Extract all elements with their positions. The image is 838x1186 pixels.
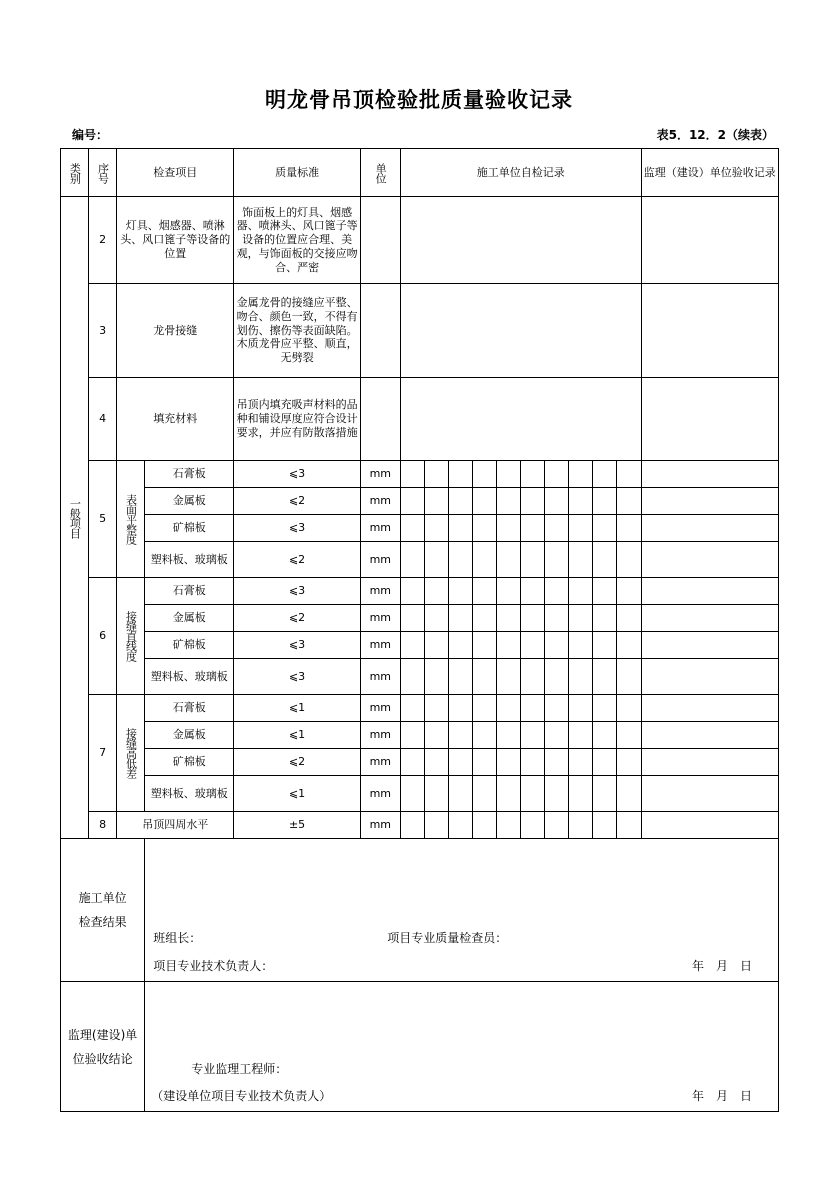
- record-cell[interactable]: [424, 578, 448, 605]
- tech-lead-label: 项目专业技术负责人：: [153, 959, 274, 973]
- tolerance-value: ⩽2: [234, 542, 360, 578]
- sub-item: 矿棉板: [145, 632, 234, 659]
- record-cell[interactable]: [448, 722, 472, 749]
- header-category: 类别: [61, 149, 89, 197]
- record-cell[interactable]: [448, 578, 472, 605]
- tolerance-row: [61, 659, 779, 695]
- record-cell[interactable]: [617, 578, 641, 605]
- record-cell[interactable]: [473, 632, 497, 659]
- record-cell[interactable]: [400, 776, 424, 812]
- record-cell[interactable]: [593, 632, 617, 659]
- record-cell[interactable]: [617, 659, 641, 695]
- supervision-record[interactable]: [641, 749, 778, 776]
- row-seq: 2: [89, 197, 117, 284]
- record-cell[interactable]: [424, 695, 448, 722]
- record-cell[interactable]: [448, 749, 472, 776]
- tolerance-value: ⩽3: [234, 461, 360, 488]
- record-cell[interactable]: [569, 695, 593, 722]
- record-cell[interactable]: [448, 605, 472, 632]
- record-cell[interactable]: [424, 461, 448, 488]
- row-item: 填充材料: [117, 378, 234, 461]
- record-cell[interactable]: [473, 578, 497, 605]
- construction-result-label: [61, 839, 145, 982]
- record-cell[interactable]: [569, 578, 593, 605]
- record-cell[interactable]: [400, 812, 424, 839]
- owner-tech-lead-label: （建设单位项目专业技术负责人）: [151, 1089, 332, 1103]
- record-cell[interactable]: [617, 722, 641, 749]
- record-cell[interactable]: [473, 722, 497, 749]
- record-cell[interactable]: [497, 488, 521, 515]
- record-cell[interactable]: [448, 812, 472, 839]
- row-unit: [360, 197, 400, 284]
- header-self-check: 施工单位自检记录: [400, 149, 641, 197]
- record-cell[interactable]: [424, 776, 448, 812]
- record-cell[interactable]: [424, 515, 448, 542]
- record-cell[interactable]: [593, 605, 617, 632]
- record-cell[interactable]: [617, 812, 641, 839]
- sub-item: 矿棉板: [145, 515, 234, 542]
- record-cell[interactable]: [617, 695, 641, 722]
- tolerance-row: [61, 515, 779, 542]
- tolerance-row: [61, 695, 779, 722]
- record-cell[interactable]: [400, 632, 424, 659]
- header-unit: 单位: [360, 149, 400, 197]
- record-cell[interactable]: [545, 488, 569, 515]
- tolerance-row: [61, 488, 779, 515]
- sub-item: 塑料板、玻璃板: [145, 542, 234, 578]
- record-cell[interactable]: [545, 542, 569, 578]
- unit-value: mm: [360, 605, 400, 632]
- record-cell[interactable]: [569, 659, 593, 695]
- table-reference: 表5．12．2（续表）: [656, 128, 774, 142]
- tolerance-row: [61, 578, 779, 605]
- group-name: 接缝高低差: [117, 695, 145, 812]
- sub-item: 塑料板、玻璃板: [145, 659, 234, 695]
- record-cell[interactable]: [448, 632, 472, 659]
- record-cell[interactable]: [424, 812, 448, 839]
- record-cell[interactable]: [400, 659, 424, 695]
- record-cell[interactable]: [569, 722, 593, 749]
- sub-item: 金属板: [145, 722, 234, 749]
- record-cell[interactable]: [569, 749, 593, 776]
- record-cell[interactable]: [521, 542, 545, 578]
- tolerance-value: ⩽3: [234, 632, 360, 659]
- record-cell[interactable]: [521, 812, 545, 839]
- record-cell[interactable]: [424, 605, 448, 632]
- record-cell[interactable]: [473, 461, 497, 488]
- record-cell[interactable]: [569, 812, 593, 839]
- unit-value: mm: [360, 659, 400, 695]
- construction-label-line2: 检查结果: [78, 915, 127, 929]
- unit-value: mm: [360, 695, 400, 722]
- header-standard: 质量标准: [234, 149, 360, 197]
- record-cell[interactable]: [424, 722, 448, 749]
- unit-value: mm: [360, 632, 400, 659]
- tolerance-row: [61, 776, 779, 812]
- record-cell[interactable]: [521, 461, 545, 488]
- unit-value: mm: [360, 578, 400, 605]
- construction-label-line1: 施工单位: [78, 891, 127, 905]
- sub-item: 石膏板: [145, 695, 234, 722]
- tolerance-value: ⩽2: [234, 488, 360, 515]
- record-cell[interactable]: [400, 515, 424, 542]
- supervision-record[interactable]: [641, 632, 778, 659]
- row-standard: 吊顶内填充吸声材料的品种和铺设厚度应符合设计要求，并应有防散落措施: [234, 378, 360, 461]
- supervision-engineer-label: 专业监理工程师：: [191, 1062, 288, 1076]
- supervision-record[interactable]: [641, 378, 778, 461]
- sub-item: 金属板: [145, 605, 234, 632]
- record-cell[interactable]: [424, 542, 448, 578]
- group-seq: 5: [89, 461, 117, 578]
- supervision-label-line2: 位验收结论: [72, 1051, 133, 1066]
- record-cell[interactable]: [593, 488, 617, 515]
- record-cell[interactable]: [521, 605, 545, 632]
- record-cell[interactable]: [617, 488, 641, 515]
- self-check-record[interactable]: [400, 378, 641, 461]
- supervision-label-line1: 监理(建设)单: [67, 1027, 138, 1042]
- row-seq: 3: [89, 284, 117, 378]
- record-cell[interactable]: [521, 632, 545, 659]
- supervision-record[interactable]: [641, 722, 778, 749]
- record-cell[interactable]: [521, 776, 545, 812]
- record-cell[interactable]: [545, 578, 569, 605]
- construction-result-row: [61, 839, 779, 982]
- record-cell[interactable]: [497, 542, 521, 578]
- record-cell[interactable]: [473, 695, 497, 722]
- record-cell[interactable]: [569, 776, 593, 812]
- sub-item: 石膏板: [145, 578, 234, 605]
- qc-inspector-label: 项目专业质量检查员：: [387, 931, 508, 945]
- tolerance-value: ⩽3: [234, 578, 360, 605]
- tolerance-row: [61, 542, 779, 578]
- record-cell[interactable]: [497, 659, 521, 695]
- record-cell[interactable]: [448, 488, 472, 515]
- record-cell[interactable]: [473, 488, 497, 515]
- record-cell[interactable]: [569, 542, 593, 578]
- unit-value: mm: [360, 776, 400, 812]
- unit-value: mm: [360, 722, 400, 749]
- header-seq: 序号: [89, 149, 117, 197]
- record-cell[interactable]: [617, 605, 641, 632]
- record-cell[interactable]: [400, 461, 424, 488]
- tolerance-value: ⩽3: [234, 659, 360, 695]
- record-cell[interactable]: [448, 542, 472, 578]
- record-cell[interactable]: [497, 515, 521, 542]
- supervision-record[interactable]: [641, 284, 778, 378]
- supervision-record[interactable]: [641, 578, 778, 605]
- unit-value: mm: [360, 749, 400, 776]
- sub-item: 石膏板: [145, 461, 234, 488]
- row-item: 龙骨接缝: [117, 284, 234, 378]
- self-check-record[interactable]: [400, 197, 641, 284]
- tolerance-value: ⩽1: [234, 776, 360, 812]
- record-cell[interactable]: [424, 659, 448, 695]
- row-unit: [360, 378, 400, 461]
- record-cell[interactable]: [617, 515, 641, 542]
- group-name: 接缝直线度: [117, 578, 145, 695]
- record-cell[interactable]: [448, 659, 472, 695]
- inspection-record-table: [60, 148, 779, 1112]
- group-seq: 6: [89, 578, 117, 695]
- group-seq: 7: [89, 695, 117, 812]
- item-row: [61, 197, 779, 284]
- record-cell[interactable]: [521, 578, 545, 605]
- sub-item: 矿棉板: [145, 749, 234, 776]
- record-cell[interactable]: [545, 632, 569, 659]
- record-cell[interactable]: [569, 605, 593, 632]
- supervision-conclusion-row: [61, 982, 779, 1112]
- record-cell[interactable]: [545, 659, 569, 695]
- row-standard: 饰面板上的灯具、烟感器、喷淋头、风口篦子等设备的位置应合理、美观，与饰面板的交接应吻合、严密: [234, 197, 360, 284]
- record-cell[interactable]: [521, 659, 545, 695]
- sub-item: 塑料板、玻璃板: [145, 776, 234, 812]
- tolerance-value: ⩽1: [234, 722, 360, 749]
- record-cell[interactable]: [400, 488, 424, 515]
- supervision-date: 年 月 日: [691, 1089, 752, 1103]
- tolerance-row: [61, 632, 779, 659]
- supervision-record[interactable]: [641, 695, 778, 722]
- tolerance-value: ⩽1: [234, 695, 360, 722]
- record-cell[interactable]: [497, 605, 521, 632]
- tolerance-value: ⩽2: [234, 749, 360, 776]
- record-cell[interactable]: [400, 722, 424, 749]
- record-cell[interactable]: [593, 515, 617, 542]
- supervision-record[interactable]: [641, 659, 778, 695]
- supervision-record[interactable]: [641, 812, 778, 839]
- record-cell[interactable]: [424, 632, 448, 659]
- record-cell[interactable]: [593, 659, 617, 695]
- page-title: 明龙骨吊顶检验批质量验收记录: [265, 88, 573, 112]
- row8-unit: mm: [360, 812, 400, 839]
- item-row: [61, 378, 779, 461]
- supervision-record[interactable]: [641, 515, 778, 542]
- sub-item: 金属板: [145, 488, 234, 515]
- record-cell[interactable]: [521, 749, 545, 776]
- group-name: 表面平整度: [117, 461, 145, 578]
- record-cell[interactable]: [473, 542, 497, 578]
- self-check-record[interactable]: [400, 284, 641, 378]
- record-cell[interactable]: [424, 488, 448, 515]
- record-cell[interactable]: [545, 461, 569, 488]
- item-row: [61, 284, 779, 378]
- record-cell[interactable]: [593, 542, 617, 578]
- tolerance-value: ⩽2: [234, 605, 360, 632]
- record-cell[interactable]: [593, 776, 617, 812]
- record-cell[interactable]: [569, 632, 593, 659]
- record-cell[interactable]: [473, 776, 497, 812]
- row-unit: [360, 284, 400, 378]
- category-general: 一般项目: [61, 197, 89, 839]
- record-cell[interactable]: [545, 749, 569, 776]
- record-cell[interactable]: [473, 605, 497, 632]
- record-cell[interactable]: [545, 722, 569, 749]
- record-cell[interactable]: [545, 605, 569, 632]
- tolerance-row: [61, 722, 779, 749]
- record-cell[interactable]: [497, 461, 521, 488]
- supervision-record[interactable]: [641, 488, 778, 515]
- record-cell[interactable]: [569, 488, 593, 515]
- unit-value: mm: [360, 488, 400, 515]
- record-cell[interactable]: [545, 515, 569, 542]
- record-cell[interactable]: [400, 578, 424, 605]
- record-cell[interactable]: [497, 812, 521, 839]
- record-cell[interactable]: [593, 578, 617, 605]
- record-cell[interactable]: [497, 776, 521, 812]
- team-leader-label: 班组长：: [153, 931, 202, 945]
- unit-value: mm: [360, 542, 400, 578]
- record-cell[interactable]: [617, 542, 641, 578]
- record-cell[interactable]: [617, 461, 641, 488]
- record-cell[interactable]: [569, 515, 593, 542]
- record-cell[interactable]: [473, 515, 497, 542]
- record-cell[interactable]: [448, 515, 472, 542]
- record-cell[interactable]: [593, 812, 617, 839]
- row-standard: 金属龙骨的接缝应平整、吻合、颜色一致，不得有划伤、擦伤等表面缺陷。木质龙骨应平整、顺直，无劈裂: [234, 284, 360, 378]
- header-item: 检查项目: [117, 149, 234, 197]
- record-cell[interactable]: [448, 695, 472, 722]
- record-cell[interactable]: [448, 461, 472, 488]
- supervision-record[interactable]: [641, 605, 778, 632]
- record-cell[interactable]: [521, 515, 545, 542]
- supervision-conclusion-label: [61, 982, 145, 1112]
- record-cell[interactable]: [473, 659, 497, 695]
- record-cell[interactable]: [593, 461, 617, 488]
- record-cell[interactable]: [473, 812, 497, 839]
- tolerance-value: ⩽3: [234, 515, 360, 542]
- row8-item: 吊顶四周水平: [117, 812, 234, 839]
- row-seq: 4: [89, 378, 117, 461]
- record-cell[interactable]: [617, 632, 641, 659]
- record-cell[interactable]: [448, 776, 472, 812]
- record-cell[interactable]: [521, 695, 545, 722]
- tolerance-row: [61, 605, 779, 632]
- row8-tolerance: ±5: [234, 812, 360, 839]
- unit-value: mm: [360, 461, 400, 488]
- record-cell[interactable]: [593, 695, 617, 722]
- supervision-record[interactable]: [641, 776, 778, 812]
- tolerance-row: [61, 812, 779, 839]
- unit-value: mm: [360, 515, 400, 542]
- record-cell[interactable]: [424, 749, 448, 776]
- row8-seq: 8: [89, 812, 117, 839]
- record-cell[interactable]: [497, 722, 521, 749]
- record-cell[interactable]: [593, 749, 617, 776]
- record-cell[interactable]: [400, 749, 424, 776]
- supervision-record[interactable]: [641, 461, 778, 488]
- header-supervision: 监理（建设）单位验收记录: [641, 149, 778, 197]
- row-item: 灯具、烟感器、喷淋头、风口篦子等设备的位置: [117, 197, 234, 284]
- record-cell[interactable]: [400, 605, 424, 632]
- record-cell[interactable]: [400, 695, 424, 722]
- tolerance-row: [61, 461, 779, 488]
- record-cell[interactable]: [497, 632, 521, 659]
- record-cell[interactable]: [617, 749, 641, 776]
- header-row: [61, 149, 779, 197]
- supervision-record[interactable]: [641, 197, 778, 284]
- record-cell[interactable]: [593, 722, 617, 749]
- record-cell[interactable]: [521, 722, 545, 749]
- record-cell[interactable]: [569, 461, 593, 488]
- record-cell[interactable]: [545, 776, 569, 812]
- construction-date: 年 月 日: [691, 959, 752, 973]
- supervision-record[interactable]: [641, 542, 778, 578]
- supervision-signature-area[interactable]: [145, 982, 779, 1112]
- code-label: 编号：: [72, 128, 109, 142]
- construction-signature-area[interactable]: [145, 839, 779, 982]
- record-cell[interactable]: [497, 749, 521, 776]
- record-cell[interactable]: [497, 695, 521, 722]
- tolerance-row: [61, 749, 779, 776]
- record-cell[interactable]: [617, 776, 641, 812]
- record-cell[interactable]: [545, 812, 569, 839]
- record-cell[interactable]: [521, 488, 545, 515]
- record-cell[interactable]: [545, 695, 569, 722]
- record-cell[interactable]: [497, 578, 521, 605]
- record-cell[interactable]: [473, 749, 497, 776]
- record-cell[interactable]: [400, 542, 424, 578]
